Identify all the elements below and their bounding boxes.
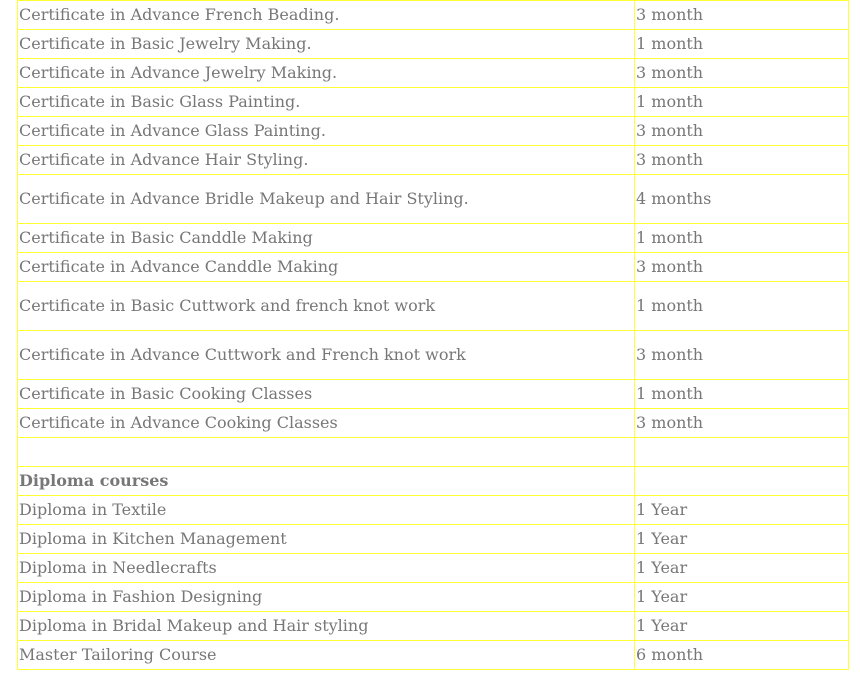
course-duration-cell: 3 month [635, 331, 849, 380]
course-duration-cell: 3 month [635, 146, 849, 175]
course-name-cell: Certificate in Advance Glass Painting. [18, 117, 635, 146]
course-duration-table [17, 0, 849, 670]
course-name-cell: Certificate in Advance Cooking Classes [18, 409, 635, 438]
course-duration-cell: 3 month [635, 59, 849, 88]
section-heading-diploma: Diploma courses [18, 467, 635, 496]
table-row [18, 146, 849, 175]
course-duration-cell: 6 month [635, 641, 849, 670]
table-row [18, 59, 849, 88]
course-duration-cell: 1 month [635, 30, 849, 59]
course-duration-cell [635, 438, 849, 467]
table-row [18, 409, 849, 438]
table-row [18, 30, 849, 59]
course-name-cell: Certificate in Basic Jewelry Making. [18, 30, 635, 59]
course-duration-cell: 1 Year [635, 583, 849, 612]
course-name-cell: Certificate in Basic Cuttwork and french knot work [18, 282, 635, 331]
course-duration-cell: 1 month [635, 380, 849, 409]
course-name-cell: Certificate in Advance Cuttwork and French knot work [18, 331, 635, 380]
table-row [18, 554, 849, 583]
table-row [18, 496, 849, 525]
table-row [18, 583, 849, 612]
course-name-cell: Certificate in Advance Jewelry Making. [18, 59, 635, 88]
table-row [18, 331, 849, 380]
course-name-cell: Certificate in Advance Bridle Makeup and Hair Styling. [18, 175, 635, 224]
course-table-body [18, 1, 849, 670]
course-name-cell: Diploma in Kitchen Management [18, 525, 635, 554]
course-name-cell: Diploma in Bridal Makeup and Hair styling [18, 612, 635, 641]
course-duration-cell: 1 Year [635, 525, 849, 554]
table-row [18, 1, 849, 30]
table-row [18, 641, 849, 670]
course-name-cell: Diploma in Fashion Designing [18, 583, 635, 612]
course-name-cell: Master Tailoring Course [18, 641, 635, 670]
table-row [18, 117, 849, 146]
course-duration-cell: 3 month [635, 1, 849, 30]
course-duration-cell: 1 Year [635, 612, 849, 641]
course-duration-cell [635, 467, 849, 496]
course-name-cell: Certificate in Advance Canddle Making [18, 253, 635, 282]
course-duration-cell: 1 month [635, 88, 849, 117]
course-duration-cell: 4 months [635, 175, 849, 224]
course-duration-cell: 3 month [635, 409, 849, 438]
course-name-cell: Certificate in Advance Hair Styling. [18, 146, 635, 175]
table-row [18, 380, 849, 409]
section-heading-row [18, 467, 849, 496]
table-row [18, 525, 849, 554]
course-duration-cell: 1 Year [635, 496, 849, 525]
course-name-cell: Certificate in Basic Cooking Classes [18, 380, 635, 409]
table-row [18, 88, 849, 117]
table-row [18, 224, 849, 253]
course-name-cell: Certificate in Basic Canddle Making [18, 224, 635, 253]
course-duration-cell: 3 month [635, 117, 849, 146]
course-duration-cell: 1 Year [635, 554, 849, 583]
course-duration-cell: 3 month [635, 253, 849, 282]
table-row [18, 175, 849, 224]
empty-row [18, 438, 849, 467]
course-name-cell: Diploma in Textile [18, 496, 635, 525]
course-name-cell [18, 438, 635, 467]
table-row [18, 612, 849, 641]
table-row [18, 253, 849, 282]
course-name-cell: Diploma in Needlecrafts [18, 554, 635, 583]
table-row [18, 282, 849, 331]
course-duration-cell: 1 month [635, 282, 849, 331]
course-name-cell: Certificate in Basic Glass Painting. [18, 88, 635, 117]
course-duration-cell: 1 month [635, 224, 849, 253]
course-name-cell: Certificate in Advance French Beading. [18, 1, 635, 30]
